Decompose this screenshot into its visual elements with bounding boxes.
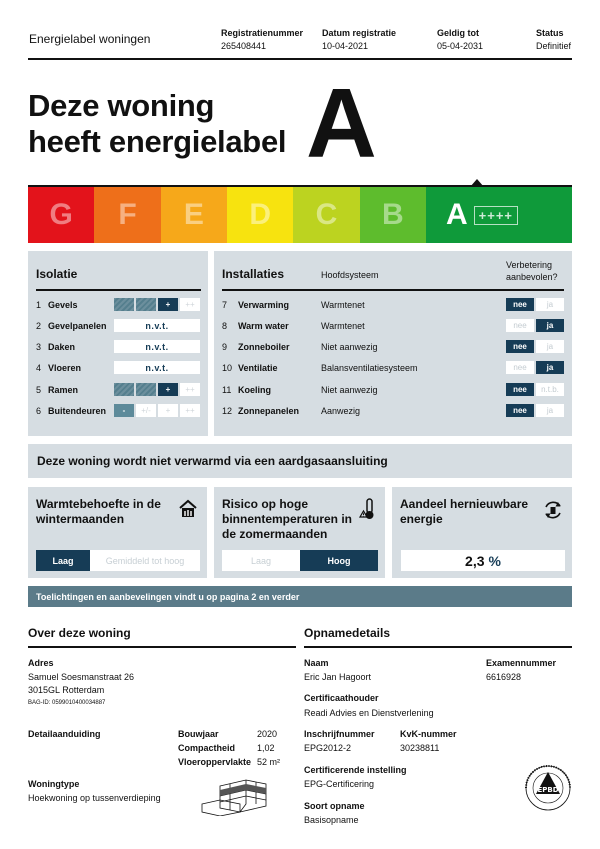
rating-buitendeuren: - +/- + ++ — [114, 404, 200, 417]
scale-class-b: B — [360, 187, 426, 243]
inspection-details-title: Opnamedetails — [304, 626, 391, 640]
risk-low: Laag — [222, 550, 300, 571]
renewable-energy-title: Aandeel hernieuwbare energie — [400, 497, 529, 526]
overheating-risk-scale — [222, 550, 378, 571]
system-value: Aanwezig — [321, 405, 361, 416]
inspection-type: Basisopname — [304, 815, 359, 825]
inspection-type-label: Soort opname — [304, 801, 365, 811]
scale-class-a: A ++++ — [426, 187, 572, 243]
header-divider — [28, 58, 572, 60]
improve-verwarming: nee ja — [506, 298, 564, 311]
installations-panel — [214, 251, 572, 436]
kvk-label: KvK-nummer — [400, 729, 457, 739]
status: Status Definitief — [536, 28, 572, 51]
svg-text:EPBD: EPBD — [537, 786, 559, 794]
renewable-share-value: 2,3 % — [401, 550, 565, 571]
improve-warm-water: nee ja — [506, 319, 564, 332]
insulation-row: 4 Vloeren — [36, 362, 82, 373]
improve-koeling: nee n.t.b. — [506, 383, 564, 396]
scale-class-f: F — [94, 187, 160, 243]
floor-area-value: 52 m² — [257, 757, 281, 767]
overheating-risk-title: Risico op hoge binnentemperaturen in de zomermaanden — [222, 497, 353, 541]
headline: Deze woning heeft energielabel — [28, 88, 287, 159]
insulation-title: Isolatie — [36, 267, 78, 281]
insulation-divider — [36, 289, 201, 291]
system-value: Niet aanwezig — [321, 341, 378, 352]
epbd-logo — [524, 764, 572, 812]
valid-until: Geldig tot 05-04-2031 — [437, 28, 484, 51]
risk-high: Hoog — [300, 550, 378, 571]
rating-ramen: + ++ — [114, 383, 200, 396]
inspector-name-label: Naam — [304, 658, 329, 668]
inspection-divider — [304, 646, 572, 648]
improvement-header: Verbetering aanbevolen? — [506, 260, 558, 282]
insulation-row: 5 Ramen — [36, 384, 79, 395]
heat-demand-scale — [36, 550, 200, 571]
system-value: Warmtenet — [321, 299, 365, 310]
energy-scale — [28, 185, 572, 243]
bag-id: BAG-ID: 0599010400034887 — [28, 700, 106, 706]
registration-no: EPG2012-2 — [304, 743, 352, 753]
heat-demand-low: Laag — [36, 550, 90, 571]
inspector-name: Eric Jan Hagoort — [304, 672, 372, 682]
address-city: 3015GL Rotterdam — [28, 685, 105, 695]
certificate-holder-label: Certificaathouder — [304, 693, 379, 703]
scale-class-c: C — [293, 187, 359, 243]
heat-demand-title: Warmtebehoefte in de wintermaanden — [36, 497, 161, 526]
installation-row: 12 Zonnepanelen — [222, 405, 300, 416]
rating-vloeren: n.v.t. — [114, 361, 200, 374]
home-type-value: Hoekwoning op tussenverdieping — [28, 793, 161, 803]
house-heat-icon — [178, 499, 198, 519]
explanation-strip: Toelichtingen en aanbevelingen vindt u op pagina 2 en verder — [28, 586, 572, 607]
heat-demand-box — [28, 487, 207, 578]
compactness-label: Compactheid — [178, 743, 236, 753]
scale-class-e: E — [161, 187, 227, 243]
improve-zonneboiler: nee ja — [506, 340, 564, 353]
insulation-row: 1 Gevels — [36, 299, 78, 310]
installation-row: 11 Koeling — [222, 384, 271, 395]
rating-gevels: + ++ — [114, 298, 200, 311]
floor-area-label: Vloeroppervlakte — [178, 757, 252, 767]
exam-number-label: Examennummer — [486, 658, 557, 668]
kvk-number: 30238811 — [400, 743, 440, 753]
thermometer-icon — [359, 497, 379, 521]
installation-row: 9 Zonneboiler — [222, 341, 290, 352]
insulation-row: 2 Gevelpanelen — [36, 320, 107, 331]
improve-zonnepanelen: nee ja — [506, 404, 564, 417]
insulation-panel — [28, 251, 208, 436]
gas-notice: Deze woning wordt niet verwarmd via een aardgasaansluiting — [28, 444, 572, 478]
build-year-label: Bouwjaar — [178, 729, 219, 739]
insulation-row: 3 Daken — [36, 341, 76, 352]
plus-marker: ++++ — [474, 206, 518, 225]
improve-ventilatie: nee ja — [506, 361, 564, 374]
compactness-value: 1,02 — [257, 743, 275, 753]
system-value: Niet aanwezig — [321, 384, 378, 395]
document-title: Energielabel woningen — [29, 32, 151, 46]
certifying-body-label: Certificerende instelling — [304, 765, 407, 775]
energy-label-letter: A — [306, 68, 377, 178]
scale-class-d: D — [227, 187, 293, 243]
system-value: Balansventilatiesysteem — [321, 362, 418, 373]
about-home-divider — [28, 646, 296, 648]
insulation-row: 6 Buitendeuren — [36, 405, 107, 416]
building-icon — [200, 776, 270, 816]
registration-date: Datum registratie 10-04-2021 — [322, 28, 397, 51]
certificate-holder: Readi Advies en Dienstverlening — [304, 708, 434, 718]
address-label: Adres — [28, 658, 54, 668]
address-street: Samuel Soesmanstraat 26 — [28, 672, 135, 682]
rating-gevelpanelen: n.v.t. — [114, 319, 200, 332]
installation-row: 10 Ventilatie — [222, 362, 278, 373]
installations-title: Installaties — [222, 267, 285, 281]
certifying-body: EPG-Certificering — [304, 779, 375, 789]
detail-label: Detailaanduiding — [28, 729, 101, 739]
heat-demand-mid: Gemiddeld tot hoog — [90, 550, 200, 571]
overheating-risk-box — [214, 487, 385, 578]
main-system-header: Hoofdsysteem — [321, 270, 379, 280]
system-value: Warmtenet — [321, 320, 365, 331]
exam-number: 6616928 — [486, 672, 522, 682]
build-year-value: 2020 — [257, 729, 278, 739]
installation-row: 8 Warm water — [222, 320, 289, 331]
installations-divider — [222, 289, 564, 291]
scale-class-g: G — [28, 187, 94, 243]
rating-daken: n.v.t. — [114, 340, 200, 353]
renewable-cycle-icon — [542, 499, 564, 521]
home-type-label: Woningtype — [28, 779, 80, 789]
registration-no-label: Inschrijfnummer — [304, 729, 375, 739]
about-home-title: Over deze woning — [28, 626, 131, 640]
installation-row: 7 Verwarming — [222, 299, 290, 310]
registration-number: Registratienummer 265408441 — [221, 28, 304, 51]
